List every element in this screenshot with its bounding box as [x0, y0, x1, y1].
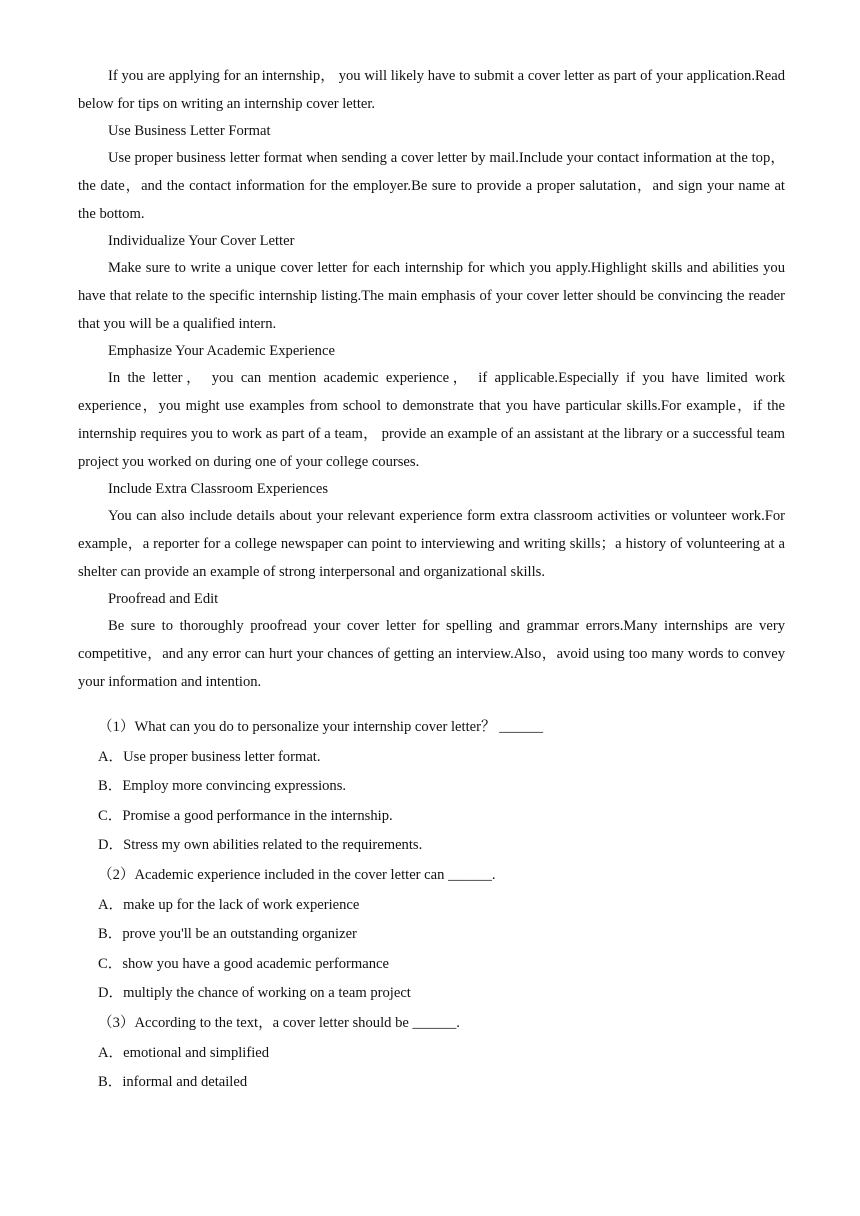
question-list: [78, 713, 785, 1098]
section-paragraph: Make sure to write a unique cover letter for each internship for which you apply.Highlight skills and abilities you have that relate to the specific internship listing.The main emphasis of your cover letter should be convincing the reader that you will be a qualified intern.: [78, 260, 785, 332]
answer-option: C．show you have a good academic performance: [98, 955, 389, 972]
section-paragraph: In the letter， you can mention academic experience， if applicable.Especially if you have limited work experience，you might use examples from school to demonstrate that you have particular skills.For example，if the internship requires you to work as part of a team， provide an example of an assistant at the library or a successful team project you worked on during one of your college courses.: [78, 370, 785, 470]
answer-option: A．Use proper business letter format.: [98, 748, 321, 765]
answer-option: D．Stress my own abilities related to the requirements.: [98, 837, 423, 854]
answer-option: A．emotional and simplified: [98, 1044, 270, 1061]
section-heading: Individualize Your Cover Letter: [108, 233, 295, 249]
question-stem: （3）According to the text，a cover letter should be ______.: [98, 1014, 460, 1031]
reading-passage: [78, 62, 785, 696]
question-stem: （1）What can you do to personalize your internship cover letter？ ______: [98, 719, 543, 735]
question-1: [78, 713, 785, 861]
answer-option: D．multiply the chance of working on a team project: [98, 985, 411, 1002]
question-2: [78, 861, 785, 1009]
section-heading: Proofread and Edit: [108, 591, 219, 607]
section-heading: Emphasize Your Academic Experience: [108, 343, 335, 359]
answer-option: B．prove you'll be an outstanding organizer: [98, 926, 357, 943]
question-stem: （2）Academic experience included in the cover letter can ______.: [98, 866, 496, 883]
section-heading: Use Business Letter Format: [108, 123, 271, 139]
answer-option: B．Employ more convincing expressions.: [98, 778, 347, 795]
section-paragraph: Use proper business letter format when sending a cover letter by mail.Include your contact information at the top，the date，and the contact information for the employer.Be sure to provide a proper salutation，and sign your name at the bottom.: [78, 150, 785, 222]
answer-option: C．Promise a good performance in the internship.: [98, 807, 393, 824]
answer-option: A．make up for the lack of work experience: [98, 896, 360, 913]
section-paragraph: Be sure to thoroughly proofread your cover letter for spelling and grammar errors.Many internships are very competitive，and any error can hurt your chances of getting an interview.Also，avoid using too many words to convey your information and intention.: [78, 618, 785, 690]
answer-option: B．informal and detailed: [98, 1074, 248, 1091]
question-3: [78, 1009, 785, 1098]
section-paragraph: You can also include details about your relevant experience form extra classroom activities or volunteer work.For example，a reporter for a college newspaper can point to interviewing and writing skills；a history of volunteering at a shelter can provide an example of strong interpersonal and organizational skills.: [78, 508, 785, 580]
intro-paragraph: If you are applying for an internship， you will likely have to submit a cover letter as part of your application.Read below for tips on writing an internship cover letter.: [78, 68, 785, 112]
section-heading: Include Extra Classroom Experiences: [108, 481, 329, 497]
